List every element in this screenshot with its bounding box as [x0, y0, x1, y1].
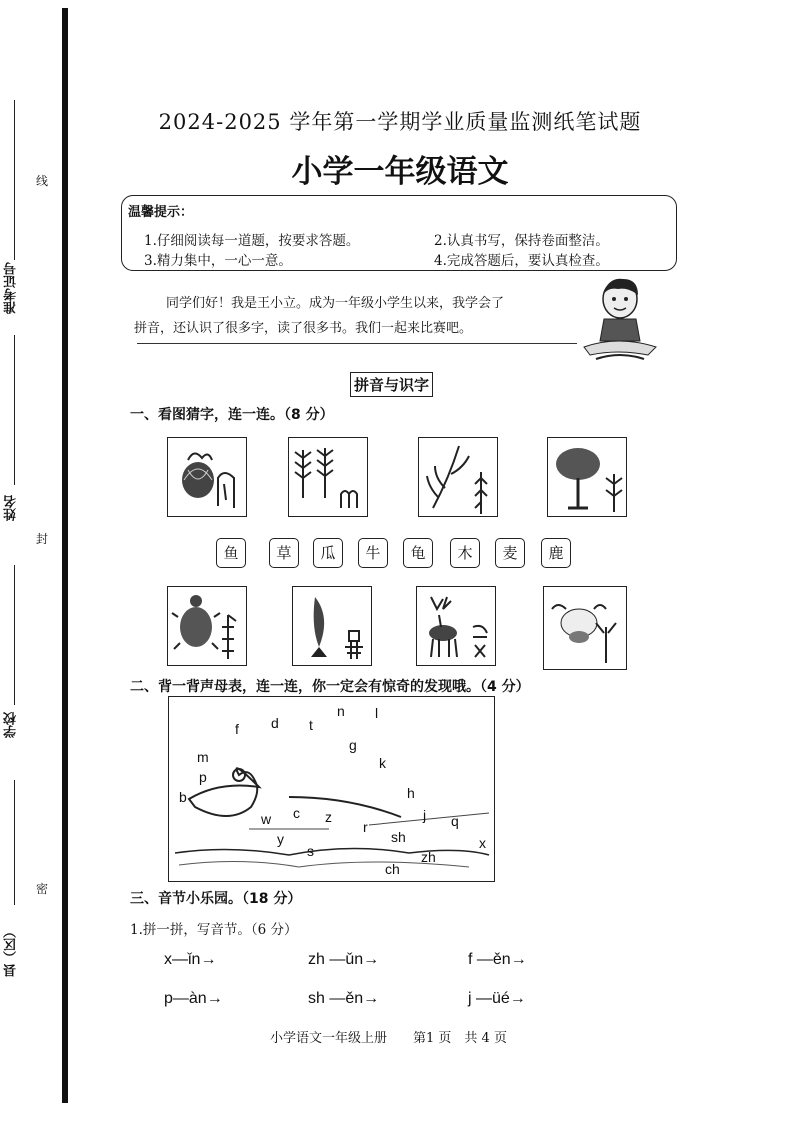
spelling-formula[interactable]: f —ěn→: [468, 951, 527, 968]
letter-c: c: [293, 805, 300, 821]
tip-item: 1.仔细阅读每一道题，按要求答题。: [144, 233, 360, 249]
tree-picture[interactable]: [547, 437, 627, 517]
deer-picture[interactable]: [416, 586, 496, 666]
char-card[interactable]: 牛: [358, 538, 388, 568]
section-title: 拼音与识字: [350, 372, 433, 397]
letter-k: k: [379, 755, 386, 771]
fish-outline-drawing: [169, 697, 494, 881]
seal-mark-seal: 封: [36, 532, 49, 546]
binding-line: [62, 8, 68, 1103]
name-label: 姓名: [4, 495, 19, 521]
fish-picture[interactable]: [292, 586, 372, 666]
tip-item: 4.完成答题后，要认真检查。: [434, 253, 609, 269]
school-underline: [14, 565, 15, 705]
seal-mark-secret: 密: [36, 882, 49, 896]
cartoon-boy-illustration: [578, 275, 660, 365]
melon-picture[interactable]: [167, 437, 247, 517]
wheat-picture[interactable]: [418, 437, 498, 517]
connect-dots-picture[interactable]: [168, 696, 495, 882]
char-card[interactable]: 草: [269, 538, 299, 568]
spelling-formula[interactable]: j —üé→: [468, 990, 526, 1007]
letter-m: m: [197, 749, 209, 765]
char-card[interactable]: 木: [450, 538, 480, 568]
letter-q: q: [451, 813, 459, 829]
exam-no-underline: [14, 100, 15, 260]
cow-picture[interactable]: [543, 586, 627, 670]
grass-picture[interactable]: [288, 437, 368, 517]
char-card[interactable]: 龟: [403, 538, 433, 568]
letter-n: n: [337, 703, 345, 719]
tips-heading: 温馨提示：: [128, 205, 194, 220]
county-label: 县（区）: [4, 925, 19, 977]
name-underline: [14, 335, 15, 485]
school-label: 学校: [4, 712, 19, 738]
char-card[interactable]: 麦: [495, 538, 525, 568]
letter-y: y: [277, 831, 284, 847]
page-footer: 小学语文一年级上册 第1 页 共 4 页: [270, 1031, 507, 1046]
intro-line-1: 同学们好！我是王小立。成为一年级小学生以来，我学会了: [166, 296, 505, 311]
spelling-formula[interactable]: zh —ǔn→: [308, 951, 380, 968]
letter-x: x: [479, 835, 486, 851]
county-underline: [14, 780, 15, 905]
letter-f: f: [235, 721, 239, 737]
letter-h: h: [407, 785, 415, 801]
exam-no-label: 准考证号: [4, 262, 19, 314]
letter-t: t: [309, 717, 313, 733]
letter-ch: ch: [385, 861, 400, 877]
tip-item: 3.精力集中，一心一意。: [144, 253, 292, 269]
tip-item: 2.认真书写，保持卷面整洁。: [434, 233, 609, 249]
spelling-formula[interactable]: x—ǐn→: [164, 951, 217, 968]
exam-title: 2024-2025 学年第一学期学业质量监测纸笔试题: [158, 110, 642, 134]
letter-p: p: [199, 769, 207, 785]
letter-s: s: [307, 843, 314, 859]
intro-line-2: 拼音，还认识了很多字，读了很多书。我们一起来比赛吧。: [134, 321, 473, 336]
letter-zh: zh: [421, 849, 436, 865]
question-1-prompt: 一、看图猜字，连一连。（8 分）: [130, 407, 334, 423]
spelling-formula[interactable]: p—àn→: [164, 990, 223, 1007]
char-card[interactable]: 鱼: [216, 538, 246, 568]
letter-sh: sh: [391, 829, 406, 845]
letter-j: j: [423, 807, 427, 823]
subject-title: 小学一年级语文: [291, 154, 509, 190]
letter-z: z: [325, 809, 332, 825]
tips-box: [121, 195, 677, 271]
letter-b: b: [179, 789, 187, 805]
letter-d: d: [271, 715, 279, 731]
letter-w: w: [261, 811, 272, 827]
question-3-prompt: 三、音节小乐园。（18 分）: [130, 891, 302, 907]
spelling-formula[interactable]: sh —ěn→: [308, 990, 380, 1007]
divider: [137, 343, 577, 344]
turtle-picture[interactable]: [167, 586, 247, 666]
seal-mark-line: 线: [36, 174, 49, 188]
letter-l: l: [375, 705, 379, 721]
letter-r: r: [363, 819, 368, 835]
char-card[interactable]: 鹿: [541, 538, 571, 568]
question-3-sub-1: 1.拼一拼，写音节。（6 分）: [130, 922, 298, 938]
question-2-prompt: 二、背一背声母表，连一连，你一定会有惊奇的发现哦。（4 分）: [130, 679, 530, 695]
char-card[interactable]: 瓜: [313, 538, 343, 568]
letter-g: g: [349, 737, 357, 753]
